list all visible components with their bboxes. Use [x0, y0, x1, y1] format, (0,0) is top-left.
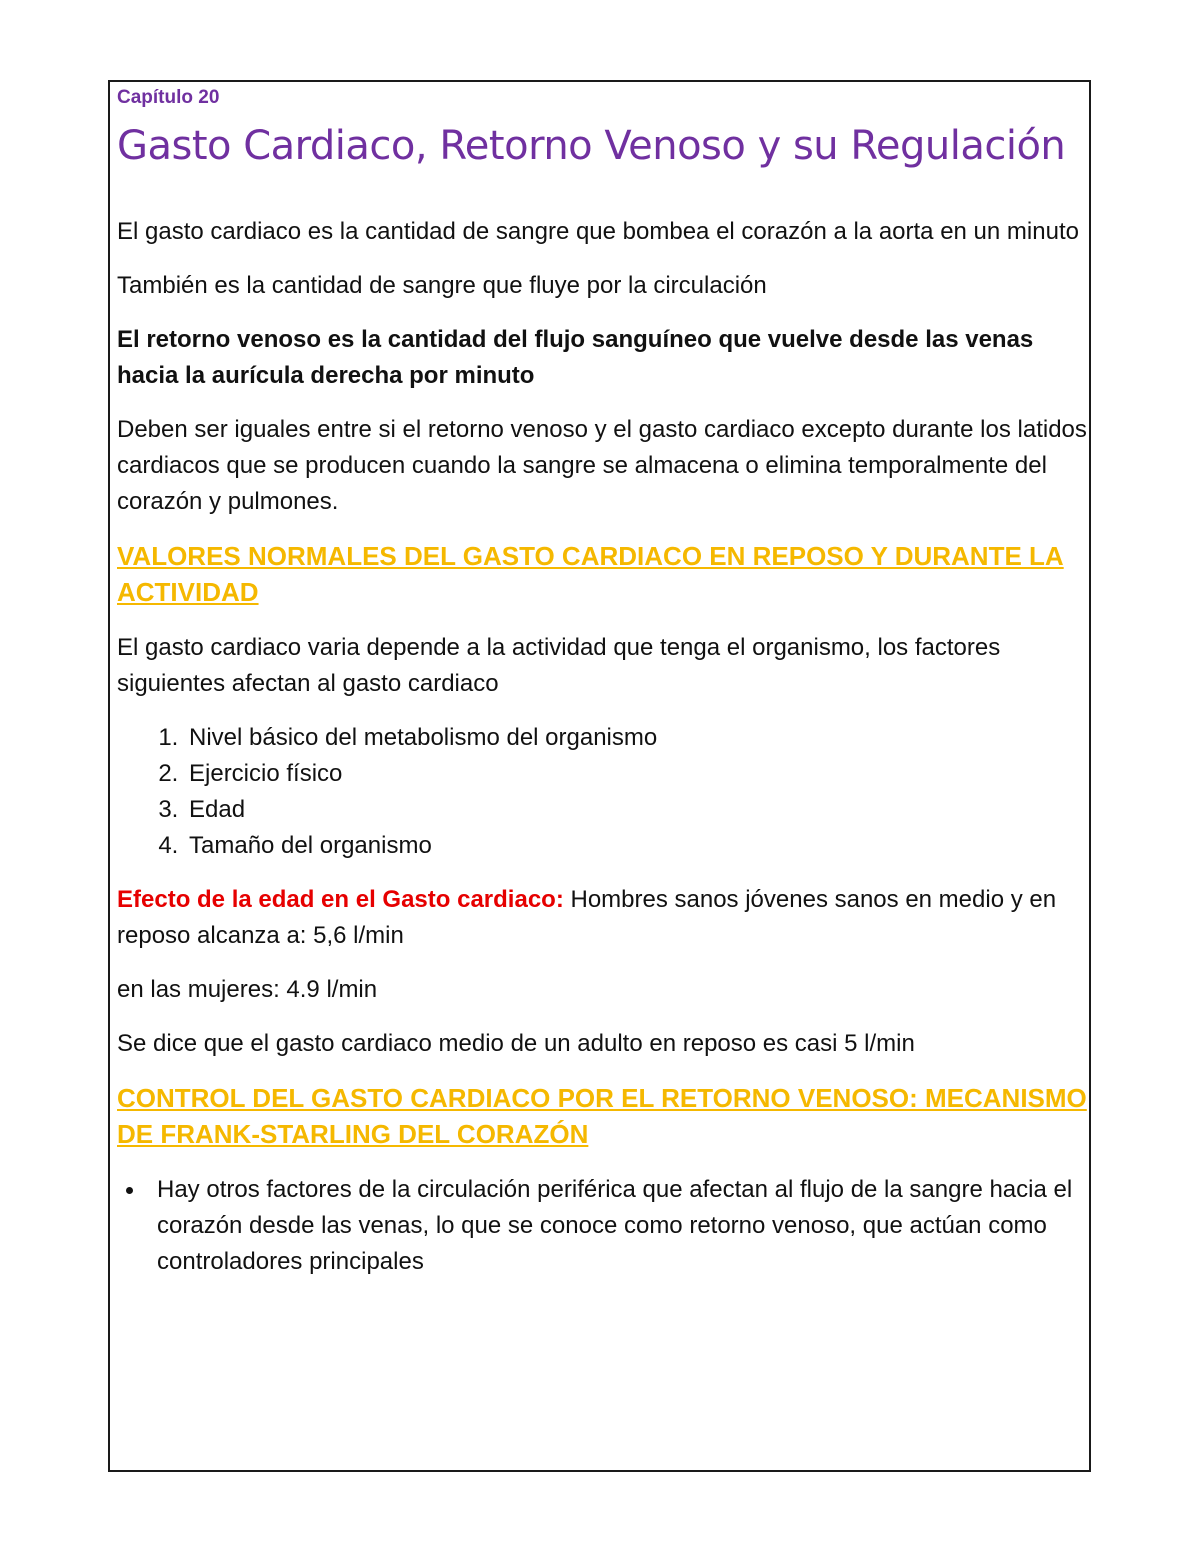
section-heading-frank-starling: CONTROL DEL GASTO CARDIACO POR EL RETORNO VENOSO: MECANISMO DE FRANK-STARLING DEL CORAZÓN: [117, 1083, 1087, 1149]
chapter-label: Capítulo 20: [117, 87, 220, 108]
document-content: [117, 84, 1087, 1280]
list-item: 2. Ejercicio físico: [185, 756, 1087, 792]
bullet-list: [117, 1172, 1087, 1280]
section-heading-normal-values: VALORES NORMALES DEL GASTO CARDIACO EN REPOSO Y DURANTE LA ACTIVIDAD: [117, 541, 1064, 607]
intro-paragraph-1: El gasto cardiaco es la cantidad de sangre que bombea el corazón a la aorta en un minuto: [117, 218, 1079, 245]
factors-list: [117, 720, 1087, 864]
list-item: 1. Nivel básico del metabolismo del organismo: [185, 720, 1087, 756]
section1-paragraph: El gasto cardiaco varia depende a la actividad que tenga el organismo, los factores siguientes afectan al gasto cardiaco: [117, 634, 1001, 697]
list-item: [157, 1172, 1087, 1280]
list-item: 3. Edad: [185, 792, 1087, 828]
page-title: Gasto Cardiaco, Retorno Venoso y su Regulación: [117, 123, 1066, 169]
list-item: 4. Tamaño del organismo: [185, 828, 1087, 864]
bullet-text: Hay otros factores de la circulación periférica que afectan al flujo de la sangre hacia el corazón desde las venas, lo que se conoce como retorno venoso, que actúan como controladores principales: [157, 1176, 1073, 1275]
intro-paragraph-3: El retorno venoso es la cantidad del flujo sanguíneo que vuelve desde las venas hacia la aurícula derecha por minuto: [117, 326, 1034, 389]
intro-paragraph-2: También es la cantidad de sangre que fluye por la circulación: [117, 272, 767, 299]
age-effect-paragraph: [117, 882, 1087, 954]
adult-value-paragraph: Se dice que el gasto cardiaco medio de un adulto en reposo es casi 5 l/min: [117, 1030, 915, 1057]
age-effect-label: Efecto de la edad en el Gasto cardiaco:: [117, 886, 564, 913]
bullet-icon: [126, 1187, 133, 1194]
intro-paragraph-4: Deben ser iguales entre si el retorno venoso y el gasto cardiaco excepto durante los latidos cardiacos que se producen cuando la sangre se almacena o elimina temporalmente del corazón y pulmones.: [117, 416, 1087, 515]
age-effect-text: Hombres sanos jóvenes sanos en medio y en reposo alcanza a: 5,6 l/min: [117, 886, 1057, 949]
women-value-paragraph: en las mujeres: 4.9 l/min: [117, 976, 378, 1003]
